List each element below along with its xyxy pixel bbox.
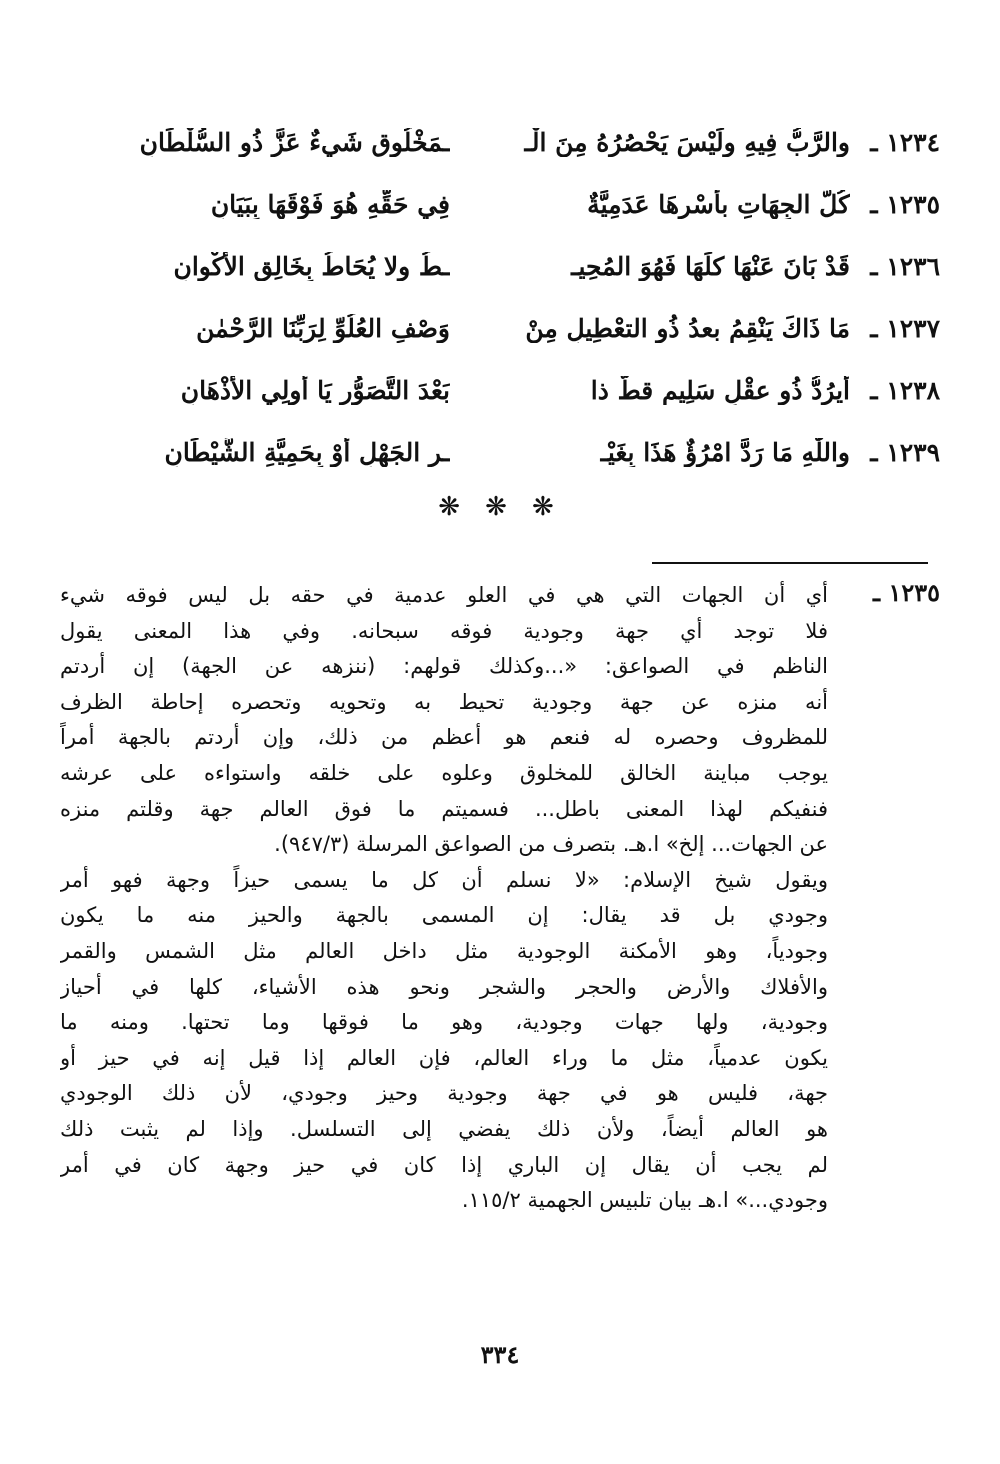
verse-first-hemistich: قَدْ بَانَ عَنْهَا كلِّهَا فَهُوَ المُحِيـ — [571, 252, 850, 281]
footnote-text — [60, 578, 828, 1219]
footnote-line: عن الجهات... إلخ» ا.هـ. بتصرف من الصواعق المرسلة (٩٤٧/٣). — [274, 832, 828, 857]
footnote-line: يوجب مباينة الخالق للمخلوق وعلوه على خلقه واستواءه على عرشه — [60, 760, 828, 785]
verse-first-hemistich: واللّٰهِ مَا رَدَّ امْرُؤٌ هَذَا بِغَيْـ — [600, 438, 850, 467]
verse-first-hemistich: أيرُدُّ ذُو عقْلٍ سَلِيمٍ قطُّ ذا — [590, 376, 850, 405]
verse-row — [60, 242, 940, 304]
verse-second-hemistich: ـطُ ولا يُحَاطُ بِخَالِقِ الأكْوانِ — [173, 252, 450, 281]
page-number: ٣٣٤ — [480, 1340, 520, 1369]
footnote-line: وجودية، ولها جهات وجودية، وهو ما فوقها وما تحتها. ومنه ما — [60, 1010, 828, 1035]
footnote-line: فلا توجد أي جهة وجودية فوقه سبحانه. وفي هذا المعنى يقول — [60, 618, 828, 643]
verse-first-hemistich: مَا ذَاكَ يَنْقِمُ بعدُ ذُو التعْطِيلِ مِنْ — [525, 314, 850, 343]
verse-second-hemistich: وَصْفِ العُلُوِّ لِرَبِّنَا الرَّحْمٰنِ — [196, 314, 450, 343]
verse-number: ١٢٣٤ ـ — [870, 128, 940, 157]
verse-row — [60, 366, 940, 428]
verse-row — [60, 428, 940, 490]
footnote-divider — [652, 562, 928, 564]
verse-number: ١٢٣٥ ـ — [870, 190, 940, 219]
footnote-line: الناظم في الصواعق: «...وكذلك قولهم: (ننزهه عن الجهة) إن أردتم — [60, 654, 828, 679]
footnote-line: والأفلاك والأرض والحجر والشجر ونحو هذه الأشياء، كلها في أحياز — [60, 974, 828, 999]
verse-second-hemistich: بَعْدَ التَّصَوُّرِ يَا أولِي الأذْهَانِ — [180, 376, 450, 405]
verse-row — [60, 118, 940, 180]
verse-first-hemistich: والرَّبُّ فِيهِ ولَيْسَ يَحْصُرُهُ مِنَ الْـ — [524, 128, 850, 157]
footnote-line: فنفيكم لهذا المعنى باطل... فسميتم ما فوق العالم جهة وقلتم منزه — [60, 796, 828, 821]
verse-row — [60, 304, 940, 366]
verse-list — [60, 118, 940, 490]
footnote-line: هو العالم أيضاً، ولأن ذلك يفضي إلى التسلسل. وإذا لم يثبت ذلك — [60, 1116, 828, 1141]
footnote-number: ١٢٣٥ ـ — [873, 578, 940, 607]
verse-number: ١٢٣٩ ـ — [870, 438, 940, 467]
footnote-line: وجودي...» ا.هـ بيان تلبيس الجهمية ١١٥/٢. — [461, 1188, 828, 1213]
verse-number: ١٢٣٨ ـ — [870, 376, 940, 405]
verse-second-hemistich: فِي حَقِّهِ هُوَ فَوْقَهَا بِبَيَانِ — [210, 190, 450, 219]
footnote-line: جهة، فليس هو في جهة وجودية وحيز وجودي، لأن ذلك الوجودي — [60, 1081, 828, 1106]
footnote-line: لم يجب أن يقال إن الباري إذا كان في حيز وجهة كان في أمر — [60, 1152, 828, 1177]
footnote-line: وجودياً، وهو الأمكنة الوجودية مثل داخل العالم مثل الشمس والقمر — [60, 938, 828, 963]
verse-second-hemistich: ـمَخْلُوقِ شَيءٌ عَزَّ ذُو السُّلْطَانِ — [139, 128, 450, 157]
verse-second-hemistich: ـرِ الجَهْلِ أوْ بِحَمِيَّةِ الشَّيْطَانِ — [164, 438, 450, 467]
footnote-line: للمظروف وحصره له فنعم هو أعظم من ذلك، وإن أردتم بالجهة أمراً — [60, 725, 828, 750]
footnote-line: وجودي بل قد يقال: إن المسمى بالجهة والحيز منه ما يكون — [60, 903, 828, 928]
footnote-line: أي أن الجهات التي هي في العلو عدمية في حقه بل ليس فوقه شيء — [60, 583, 828, 607]
footnote-line: ويقول شيخ الإسلام: «لا نسلم أن كل ما يسمى حيزاً وجهة فهو أمر — [60, 867, 828, 892]
verse-number: ١٢٣٦ ـ — [870, 252, 940, 281]
verse-number: ١٢٣٧ ـ — [870, 314, 940, 343]
footnote-line: أنه منزه عن جهة وجودية تحيط به وتحويه وتحصره إحاطة الظرف — [60, 689, 828, 714]
footnote-line: يكون عدمياً، مثل ما وراء العالم، فإن العالم إذا قيل إنه في حيز أو — [60, 1045, 828, 1070]
section-separator: ❋ ❋ ❋ — [438, 492, 562, 522]
verse-row — [60, 180, 940, 242]
verse-first-hemistich: كُلُّ الجِهَاتِ بأسْرِهَا عَدَمِيَّةٌ — [587, 190, 850, 219]
